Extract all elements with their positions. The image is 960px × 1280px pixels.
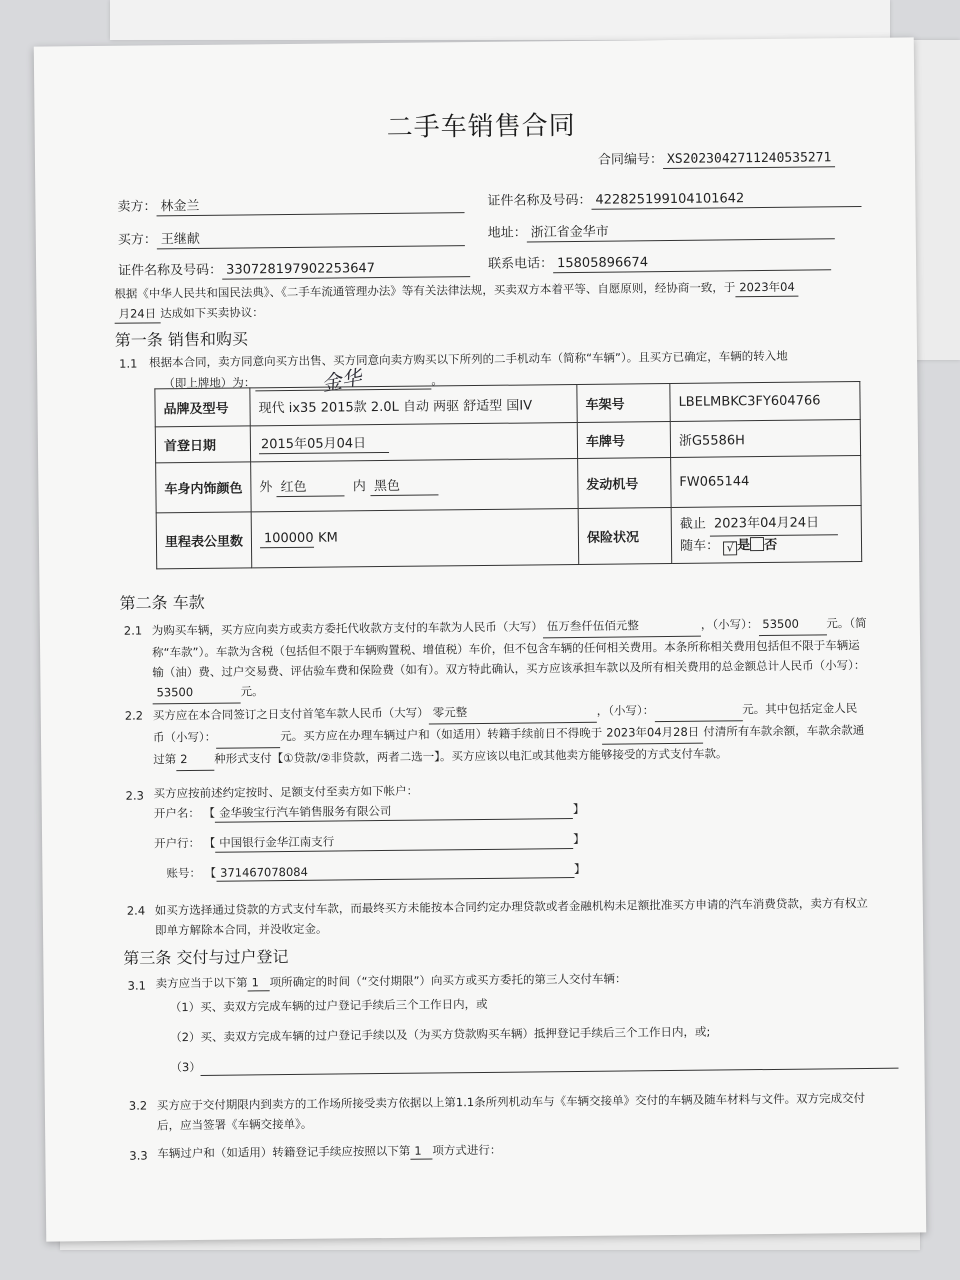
yes-label: 是 bbox=[737, 537, 751, 553]
first-payment-figures bbox=[654, 699, 742, 722]
deposit-figures bbox=[216, 726, 280, 749]
reg-date-label: 首登日期 bbox=[155, 426, 250, 463]
vin-label: 车架号 bbox=[577, 383, 670, 422]
insurance-date: 2023年04月24日 bbox=[710, 513, 838, 536]
clause-3-3-text bbox=[157, 1142, 501, 1163]
background-sheet bbox=[110, 0, 890, 40]
plate-value: 浙G5586H bbox=[670, 420, 860, 458]
account-name-label: 开户名： bbox=[153, 805, 200, 821]
buyer-phone-value: 15805896674 bbox=[553, 253, 831, 273]
table-row bbox=[156, 456, 861, 513]
insurance-cell bbox=[671, 506, 862, 564]
seller-id-label: 证件名称及号码： bbox=[487, 192, 592, 209]
option-3-label: （3） bbox=[170, 1059, 201, 1075]
clause-3-1-b: 项所确定的时间（“交付期限”）向买方或买方委托的第三人交付车辆： bbox=[269, 971, 627, 990]
contract-number bbox=[598, 146, 836, 169]
account-number-label: 账号： bbox=[166, 865, 202, 881]
section-1-heading: 第一条 销售和购买 bbox=[114, 329, 249, 350]
clause-2-1-b: ，（小写）： bbox=[700, 617, 759, 632]
reg-date-cell bbox=[250, 422, 577, 461]
clause-3-3-b: 项方式进行： bbox=[432, 1142, 502, 1158]
transfer-option: 1 bbox=[410, 1144, 432, 1160]
insurance-label: 保险状况 bbox=[578, 507, 672, 564]
section-3-heading: 第三条 交付与过户登记 bbox=[123, 947, 289, 968]
buyer-address-value: 浙江省金华市 bbox=[527, 218, 835, 242]
vehicle-info-table bbox=[154, 381, 862, 569]
location-label: （即上牌地）为： bbox=[163, 375, 256, 391]
bracket-right: 】 bbox=[572, 801, 585, 817]
mileage-label: 里程表公里数 bbox=[156, 512, 252, 569]
contract-page bbox=[34, 37, 926, 1241]
plate-label: 车牌号 bbox=[577, 421, 670, 458]
intro-date-a: 2023年04 bbox=[735, 279, 799, 298]
bracket-left: 【 bbox=[203, 805, 216, 820]
seller-label: 卖方： bbox=[117, 199, 157, 215]
payment-method: 2 bbox=[176, 749, 214, 771]
mileage-value: 100000 bbox=[260, 531, 314, 549]
clause-2-2-d: 元。买方应在办理车辆过户和（如适用）转籍手续前日不得晚于 bbox=[280, 725, 603, 744]
option-3-blank bbox=[201, 1053, 899, 1076]
brand-value: 现代 ix35 2015款 2.0L 自动 两驱 舒适型 国IV bbox=[250, 384, 577, 425]
buyer-id-label: 证件名称及号码： bbox=[118, 262, 223, 279]
option-2: （2）买、卖双方完成车辆的过户登记手续以及（为买方贷款购买车辆）抵押登记手续后三个工作日内，或; bbox=[170, 1024, 711, 1045]
section-2-heading: 第二条 车款 bbox=[119, 592, 205, 613]
brand-label: 品牌及型号 bbox=[155, 388, 250, 427]
clause-2-2-e: 付清所有车款余额，车款余款通过第 bbox=[153, 722, 865, 767]
clause-2-1-c: 元。（简称“车款”）。车款为含税（包括但不限于车辆购置税、增值税）车价，但不包含车辆的任何相关费用。本条所称相关费用包括但不限于车辆运输（油）费、过户交易费、评估验车费和保险费（如有）。双方特此确认，买方应该承担车款以及所有相关费用的总金额总计人民币（小写）： bbox=[152, 615, 867, 680]
clause-2-4-number: 2.4 bbox=[126, 903, 146, 918]
intro-date-b: 月24日 bbox=[114, 305, 160, 323]
buyer-id-value: 330728197902253647 bbox=[222, 260, 470, 280]
clause-2-3-number: 2.3 bbox=[125, 788, 144, 803]
interior-color: 黑色 bbox=[370, 474, 438, 496]
clause-1-1-number: 1.1 bbox=[119, 356, 138, 371]
clause-2-4-text: 如买方选择通过贷款的方式支付车款，而最终买方未能按本合同约定办理贷款或者金融机构未足额批准买方申请的汽车消费贷款，卖方有权立即单方解除本合同，并没收定金。 bbox=[154, 895, 868, 938]
bracket-left: 【 bbox=[204, 865, 217, 880]
clause-3-3-a: 车辆过户和（如适用）转籍登记手续应按照以下第 bbox=[157, 1143, 411, 1161]
delivery-option: 1 bbox=[248, 975, 270, 991]
account-name-value: 金华骏宝行汽车销售服务有限公司 bbox=[215, 801, 573, 823]
clause-1-1-text: 根据本合同，卖方同意向买方出售、买方同意向卖方购买以下所列的二手机动车（简称“车辆”）。且买方已确定，车辆的转入地 bbox=[149, 348, 788, 370]
buyer-name: 王继献 bbox=[157, 225, 465, 249]
mileage-cell bbox=[251, 508, 579, 567]
insurance-until-label: 截止 bbox=[679, 516, 706, 532]
no-checkbox[interactable] bbox=[750, 537, 764, 551]
bracket-left: 【 bbox=[203, 835, 216, 850]
clause-2-2-number: 2.2 bbox=[124, 708, 144, 723]
clause-2-2-c: 元。其中包括定金人民币（小写）： bbox=[152, 701, 858, 745]
clause-2-2-b: ，（小写）： bbox=[596, 703, 655, 718]
first-payment-words: 零元整 bbox=[429, 701, 597, 725]
seller-row bbox=[117, 192, 464, 217]
no-label: 否 bbox=[764, 537, 778, 553]
contract-number-label: 合同编号： bbox=[597, 152, 664, 168]
interior-label: 内 bbox=[352, 479, 366, 495]
table-row bbox=[156, 506, 862, 569]
total-amount: 53500 bbox=[152, 682, 240, 705]
follow-car-label: 随车： bbox=[679, 537, 720, 554]
buyer-id-row bbox=[118, 256, 470, 281]
intro-text: 根据《中华人民共和国民法典》、《二手车流通管理办法》等有关法律法规，买卖双方本着平等、自愿原则，经协商一致，于 bbox=[114, 280, 736, 301]
clause-3-1-text bbox=[155, 970, 626, 992]
account-number-value: 371467078084 bbox=[216, 862, 574, 882]
price-in-words: 伍万叁仟伍佰元整 bbox=[543, 615, 701, 639]
clause-2-1-number: 2.1 bbox=[123, 623, 143, 638]
clause-2-1-end: 元。 bbox=[240, 684, 264, 699]
mileage-unit: KM bbox=[317, 530, 338, 546]
bracket-right: 】 bbox=[573, 831, 585, 847]
seller-id-row bbox=[487, 186, 861, 211]
clause-3-1-a: 卖方应当于以下第 bbox=[155, 975, 248, 991]
price-in-figures: 53500 bbox=[758, 613, 826, 636]
buyer-phone-label: 联系电话： bbox=[487, 256, 554, 272]
bank-label: 开户行： bbox=[154, 835, 201, 851]
bank-row bbox=[154, 831, 585, 854]
buyer-row bbox=[118, 225, 465, 250]
yes-checkbox[interactable]: √ bbox=[723, 541, 737, 555]
clause-3-1-number: 3.1 bbox=[127, 978, 146, 993]
bank-value: 中国银行金华江南支行 bbox=[215, 831, 573, 853]
location-end: 。 bbox=[431, 373, 443, 388]
option-3 bbox=[170, 1052, 898, 1077]
clause-2-1-a: 为购买车辆，买方应向卖方或卖方委托代收款方支付的车款为人民币（大写） bbox=[151, 619, 543, 638]
buyer-phone-row bbox=[488, 249, 831, 274]
intro-line-1 bbox=[114, 279, 799, 304]
engine-value: FW065144 bbox=[671, 456, 862, 508]
seller-id-value: 422825199104101642 bbox=[591, 190, 861, 210]
document-title: 二手车销售合同 bbox=[386, 110, 576, 143]
exterior-label: 外 bbox=[259, 480, 273, 496]
exterior-color: 红色 bbox=[276, 475, 344, 497]
clause-2-2-a: 买方应在本合同签订之日支付首笔车款人民币（大写） bbox=[152, 705, 429, 723]
clause-2-2-text bbox=[153, 698, 869, 771]
clause-3-2-number: 3.2 bbox=[128, 1098, 148, 1113]
buyer-address-row bbox=[488, 218, 835, 243]
option-1: （1）买、卖双方完成车辆的过户登记手续后三个工作日内，或 bbox=[169, 996, 488, 1015]
clause-2-3-text: 买方应按前述约定按时、足额支付至卖方如下帐户： bbox=[153, 783, 419, 801]
handwritten-location: 金华 bbox=[319, 364, 364, 396]
final-payment-date: 2023年04月28日 bbox=[602, 722, 703, 745]
engine-label: 发动机号 bbox=[578, 457, 672, 508]
color-cell bbox=[251, 458, 579, 511]
vin-value: LBELMBKC3FY604766 bbox=[670, 382, 860, 422]
seller-name: 林金兰 bbox=[156, 192, 464, 216]
account-number-row bbox=[166, 861, 585, 882]
color-label: 车身内饰颜色 bbox=[156, 462, 252, 513]
intro-line-2 bbox=[114, 304, 263, 324]
clause-3-2-text: 买方应于交付期限内到卖方的工作场所接受卖方依据以上第1.1条所列机动车与《车辆交接单》交付的车辆及随车材料与文件。双方完成交付后，应当签署《车辆交接单》。 bbox=[156, 1090, 866, 1133]
clause-3-3-number: 3.3 bbox=[129, 1148, 148, 1163]
bracket-right: 】 bbox=[573, 861, 586, 877]
buyer-label: 买方： bbox=[117, 232, 157, 248]
clause-2-1-text bbox=[152, 613, 868, 704]
contract-number-value: XS2023042711240535271 bbox=[663, 150, 836, 169]
clause-2-2-f: 种形式支付【①贷款/②非贷款，两者二选一】。买方应该以电汇或其他卖方能够接受的方式支付车款。 bbox=[214, 746, 728, 766]
intro-text-2: 达成如下买卖协议： bbox=[160, 305, 264, 321]
account-name-row bbox=[154, 801, 585, 824]
reg-date-value: 2015年05月04日 bbox=[259, 432, 389, 454]
buyer-address-label: 地址： bbox=[487, 225, 527, 241]
